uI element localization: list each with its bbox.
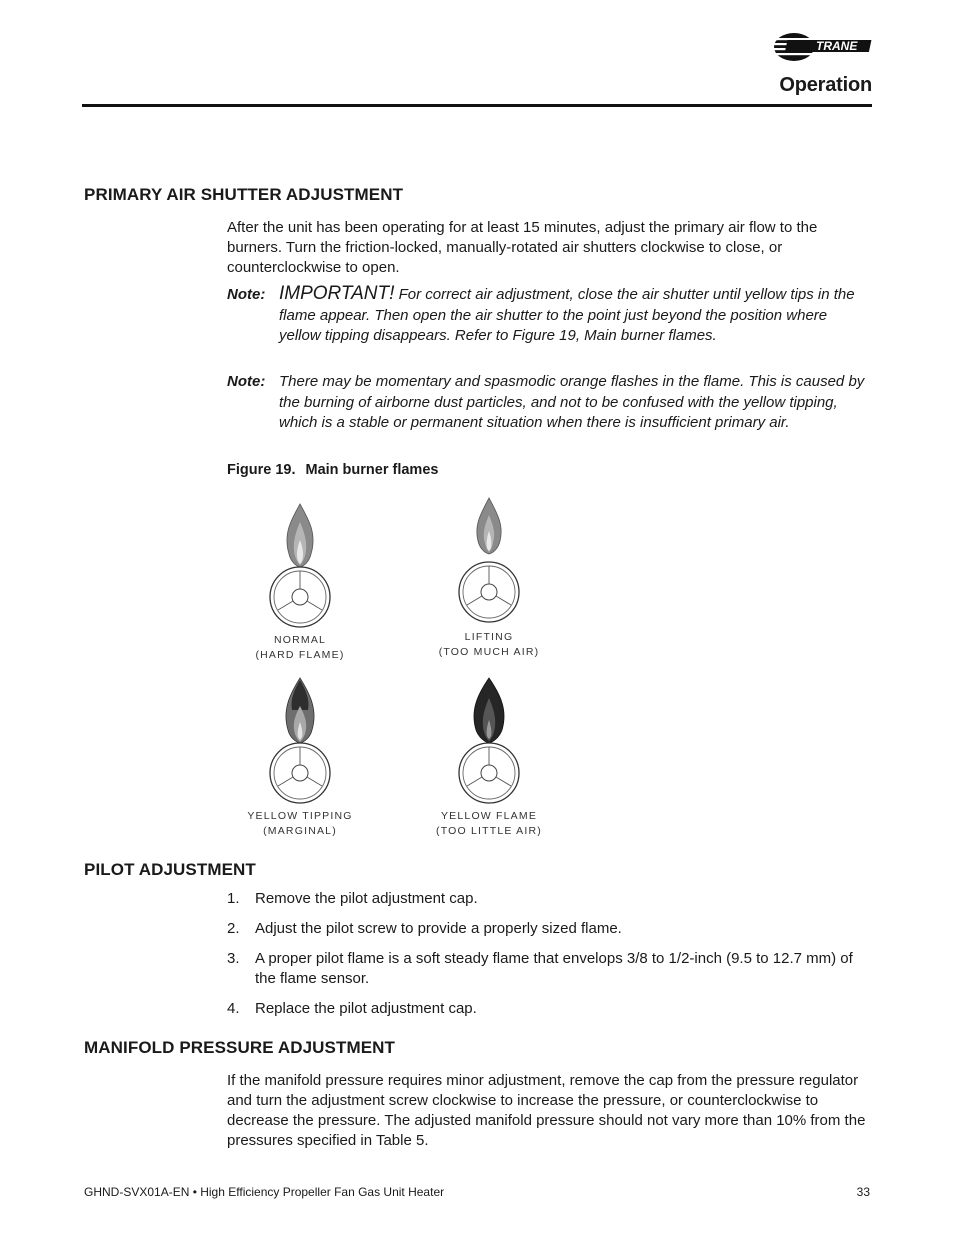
manifold-heading: MANIFOLD PRESSURE ADJUSTMENT: [84, 1038, 396, 1057]
flame-label-line1: LIFTING: [464, 631, 514, 643]
flame-lifting-illustration: [434, 495, 544, 620]
pilot-heading: PILOT ADJUSTMENT: [84, 860, 256, 879]
step-number: 4.: [227, 1000, 240, 1017]
figure-title: Main burner flames: [305, 462, 439, 478]
flame-yellow-flame-label: [399, 809, 579, 839]
step-text: Adjust the pilot screw to provide a properly sized flame.: [255, 920, 622, 937]
list-item: [227, 919, 872, 939]
manifold-paragraph: If the manifold pressure requires minor adjustment, remove the cap from the pressure regulator and turn the adjustment screw clockwise to increase the pressure, or counterclockwise to decrease the pressure. The adjusted manifold pressure should not vary more than 10% from the pressures specified in Table 5.: [227, 1072, 866, 1149]
figure-caption: [227, 462, 448, 478]
flame-label-line1: NORMAL: [273, 634, 327, 646]
flame-label-line1: YELLOW FLAME: [440, 810, 538, 822]
list-item: [227, 889, 872, 909]
step-number: 3.: [227, 950, 240, 967]
note-text: There may be momentary and spasmodic orange flashes in the flame. This is caused by the burning of airborne dust particles, and not to be confused with the yellow tipping, which is a stable or permanent situation when there is insufficient primary air.: [279, 373, 865, 431]
flame-normal-label: [210, 633, 390, 663]
note-orange-flashes: [227, 372, 872, 434]
page-number: 33: [856, 1185, 870, 1199]
flame-yellow-tipping-illustration: [245, 676, 355, 801]
flame-normal-illustration: [245, 500, 355, 625]
flame-label-line1: YELLOW TIPPING: [247, 810, 353, 822]
primary-air-paragraph: After the unit has been operating for at least 15 minutes, adjust the primary air flow to the burners. Turn the friction-locked, manually-rotated air shutters clockwise to close, or counterclockwise to open.: [227, 219, 818, 276]
step-text: A proper pilot flame is a soft steady flame that envelops 3/8 to 1/2-inch (9.5 to 12.7 mm) of the flame sensor.: [255, 950, 853, 987]
step-text: Remove the pilot adjustment cap.: [255, 890, 478, 907]
flame-lifting-label: [399, 630, 579, 660]
footer-doc-title: GHND-SVX01A-EN • High Efficiency Propeller Fan Gas Unit Heater: [84, 1185, 445, 1199]
trane-logo: [772, 28, 874, 66]
list-item: [227, 999, 872, 1019]
primary-air-heading: PRIMARY AIR SHUTTER ADJUSTMENT: [84, 185, 404, 204]
step-number: 1.: [227, 890, 240, 907]
pilot-steps-list: [227, 889, 872, 1029]
note-label: Note:: [227, 286, 266, 303]
note-important: [227, 284, 872, 347]
step-text: Replace the pilot adjustment cap.: [255, 1000, 477, 1017]
flame-label-line2: (HARD FLAME): [255, 649, 345, 661]
note-important-text: For correct air adjustment, close the air shutter until yellow tips in the flame appear. Then open the air shutter to the point just beyond the position where yellow tipping disappears. Refer to Figure 19, Main burner flames.: [279, 286, 855, 344]
flame-label-line2: (TOO MUCH AIR): [438, 646, 540, 658]
note-text: [279, 284, 872, 347]
list-item: [227, 949, 872, 989]
note-label: Note:: [227, 373, 266, 390]
flame-yellow-tipping-label: [210, 809, 390, 839]
step-number: 2.: [227, 920, 240, 937]
flame-label-line2: (TOO LITTLE AIR): [436, 825, 542, 837]
figure-number: Figure 19.: [227, 462, 296, 478]
section-title: Operation: [779, 74, 872, 96]
brand-name: TRANE: [816, 39, 858, 53]
header-rule: [82, 104, 872, 107]
important-label: IMPORTANT!: [279, 283, 395, 304]
flame-label-line2: (MARGINAL): [263, 825, 337, 837]
flame-yellow-flame-illustration: [434, 676, 544, 801]
